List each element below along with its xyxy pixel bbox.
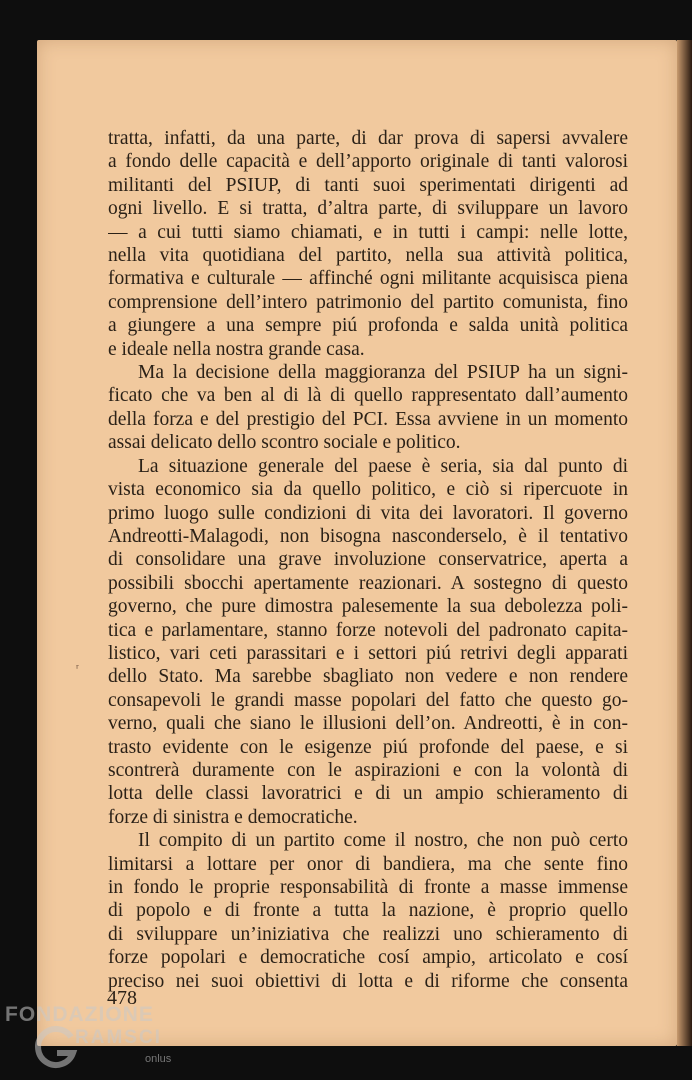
text-line: listico, vari ceti parassitari e i settori piú retrivi degli apparati [108,642,628,664]
body-text [108,127,628,993]
text-line: militanti del PSIUP, di tanti suoi sperimentati dirigenti ad [108,174,628,196]
text-line: forze di sinistra e democratiche. [108,806,358,828]
text-line: scontrerà duramente con le aspirazioni e con la volontà di [108,759,628,781]
text-line: Il compito di un partito come il nostro, che non può certo [138,830,628,852]
margin-mark: ʳ [76,661,79,675]
text-line: di consolidare una grave involuzione conservatrice, aperta a [108,549,628,571]
text-line: forze popolari e democratiche cosí ampio, articolato e cosí [108,947,628,969]
text-line: della forza e del prestigio del PCI. Essa avviene in un momento [108,408,628,430]
text-line: nella vita quotidiana del partito, nella sua attività politica, [108,245,628,267]
page-edge [677,40,692,1046]
text-line: — a cui tutti siamo chiamati, e in tutti i campi: nelle lotte, [108,221,628,243]
text-line: La situazione generale del paese è seria, sia dal punto di [138,455,628,477]
text-line: limitarsi a lottare per onor di bandiera, ma che sente fino [108,853,628,875]
page-number: 478 [107,987,137,1009]
watermark-line2: RAMSCI [75,1027,162,1048]
text-line: tica e parlamentare, stanno forze notevoli del padronato capita- [108,619,628,641]
text-line: assai delicato dello scontro sociale e politico. [108,432,461,454]
text-line: ficato che va ben al di là di quello rappresentato dall’aumento [108,385,628,407]
text-line: lotta delle classi lavoratrici e di un ampio schieramento di [108,783,628,805]
watermark-suffix: onlus [145,1053,172,1065]
text-line: verno, quali che siano le illusioni dell’on. Andreotti, è in con- [108,713,628,735]
g-logo-icon [31,1023,79,1071]
text-line: tratta, infatti, da una parte, di dar prova di sapersi avvalere [108,128,628,149]
text-line: a giungere a una sempre piú profonda e salda unità politica [108,315,628,337]
text-line: dello Stato. Ma sarebbe sbagliato non vedere e non rendere [108,666,628,688]
text-line: e ideale nella nostra grande casa. [108,338,365,360]
text-line: a fondo delle capacità e dell’apporto originale di tanti valorosi [108,151,628,173]
text-line: governo, che pure dimostra palesemente la sua debolezza poli- [108,596,628,618]
text-line: in fondo le proprie responsabilità di fronte a masse immense [108,877,628,898]
text-line: trasto evidente con le esigenze piú profonde del paese, e si [108,736,628,758]
watermark-logo [5,1003,205,1073]
text-line: Andreotti-Malagodi, non bisogna nasconderselo, è il tentativo [108,525,628,547]
text-line: Ma la decisione della maggioranza del PSIUP ha un signi- [138,362,628,384]
text-line: ogni livello. E si tratta, d’altra parte, di sviluppare un lavoro [108,198,628,220]
text-line: possibili sbocchi apertamente reazionari. A sostegno di questo [108,572,628,594]
watermark-line1: FONDAZIONE [5,1003,154,1026]
text-line: vista economico sia da quello politico, e ciò si ripercuote in [108,479,628,501]
text-line: comprensione dell’intero patrimonio del partito comunista, fino [108,291,628,313]
text-line: consapevoli le grandi masse popolari del fatto che questo go- [108,689,628,711]
text-line: formativa e culturale — affinché ogni militante acquisisca piena [108,268,628,290]
text-line: di sviluppare un’iniziativa che realizzi uno schieramento di [108,923,628,945]
text-line: primo luogo sulle condizioni di vita dei lavoratori. Il governo [108,502,628,524]
text-line: di popolo e di fronte a tutta la nazione, è proprio quello [108,900,628,922]
text-line: preciso nei suoi obiettivi di lotta e di riforme che consenta [108,970,628,992]
